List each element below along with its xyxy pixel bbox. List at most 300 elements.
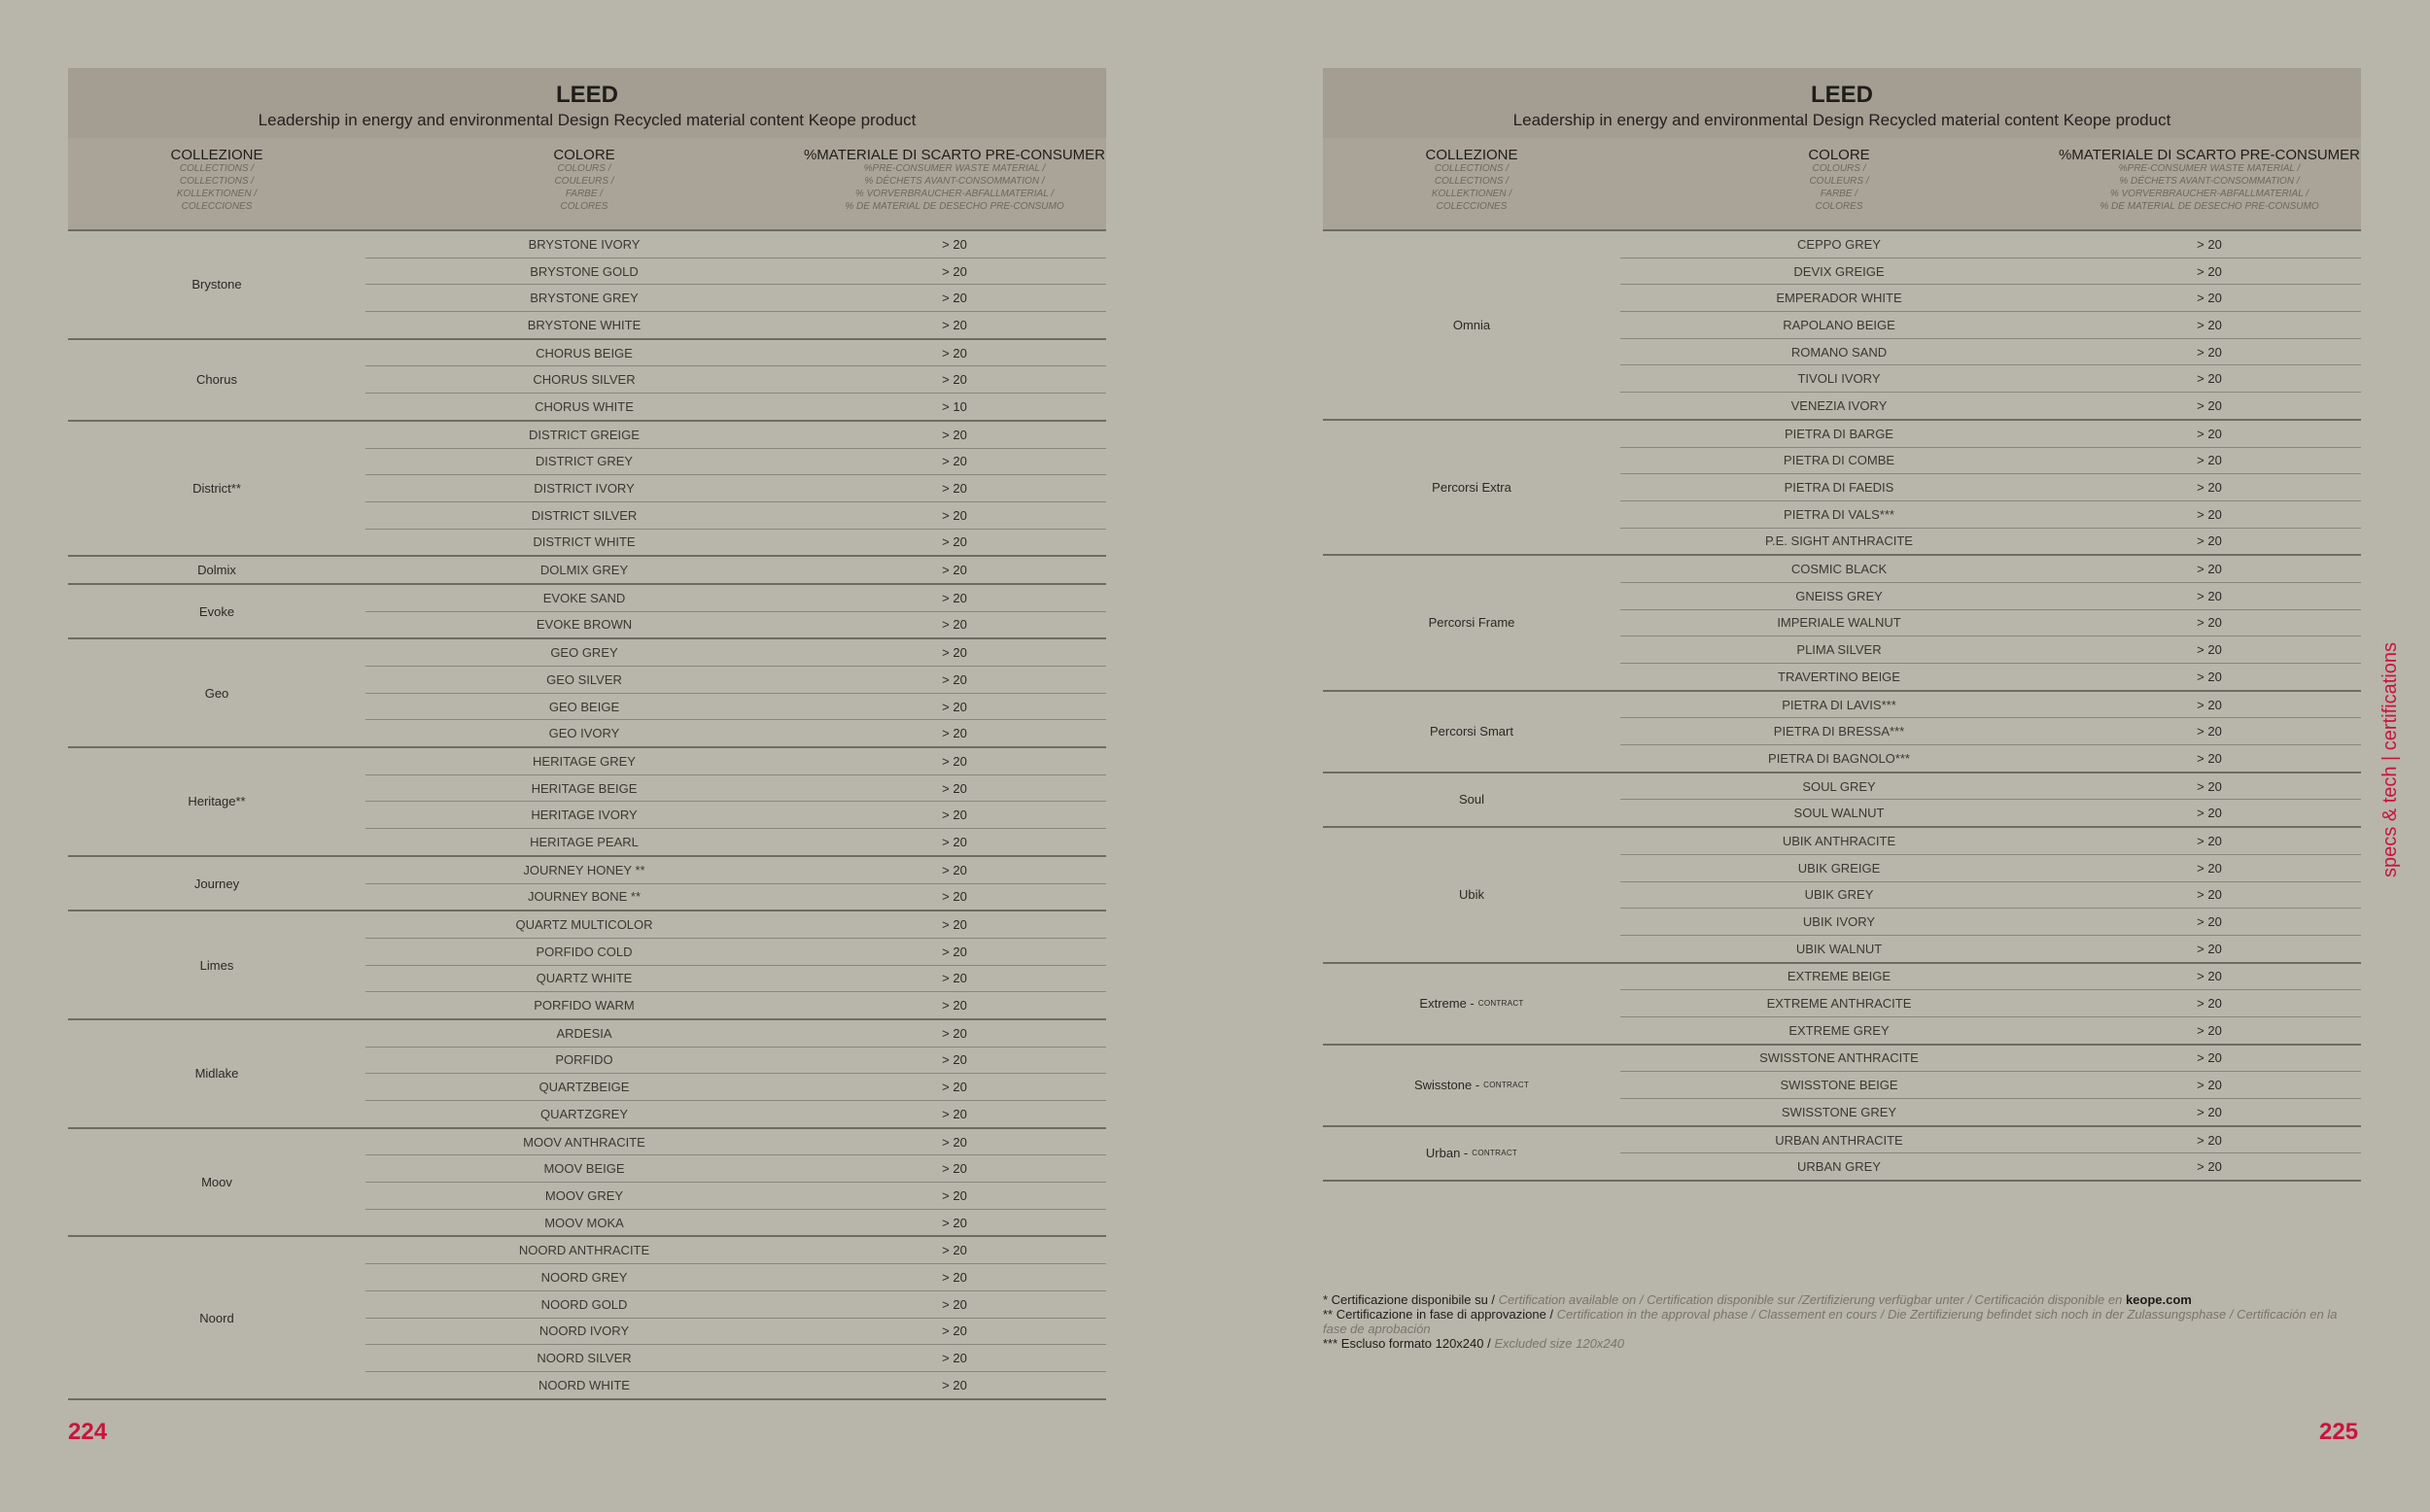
- table-row: [1620, 1071, 2361, 1098]
- color-cell: EXTREME BEIGE: [1787, 969, 1892, 984]
- material-cell: > 20: [942, 534, 967, 550]
- table-row: [1620, 311, 2361, 338]
- collection-name: Heritage**: [188, 794, 246, 809]
- page-number-right: 225: [2319, 1419, 2359, 1445]
- table-row: [365, 965, 1106, 992]
- table-row: [365, 991, 1106, 1018]
- material-cell: > 20: [2197, 263, 2222, 279]
- table-row: [1620, 663, 2361, 690]
- color-cell: EVOKE SAND: [542, 590, 626, 605]
- material-cell: > 20: [942, 454, 967, 469]
- material-cell: > 20: [2197, 1159, 2222, 1175]
- color-cell: EXTREME ANTHRACITE: [1766, 996, 1912, 1012]
- table-row: [365, 1154, 1106, 1182]
- table-title: LEED: [555, 82, 618, 108]
- material-cell: > 20: [942, 780, 967, 796]
- collection-group: [68, 340, 1106, 422]
- color-cell: BRYSTONE GREY: [530, 291, 639, 306]
- material-cell: > 20: [942, 671, 967, 687]
- table-row: [365, 911, 1106, 938]
- table-row: [365, 1100, 1106, 1127]
- table-row: [365, 801, 1106, 828]
- collection-name: Geo: [204, 685, 229, 701]
- table-row: [1620, 935, 2361, 962]
- color-cell: PORFIDO COLD: [536, 944, 633, 959]
- table-row: [1620, 364, 2361, 392]
- material-cell: > 20: [2197, 750, 2222, 766]
- material-cell: > 20: [2197, 941, 2222, 956]
- collection-name: Dolmix: [197, 563, 236, 578]
- color-cell: PLIMA SILVER: [1796, 642, 1882, 658]
- color-cell: JOURNEY BONE **: [527, 889, 642, 905]
- collection-group: [1323, 1127, 2361, 1182]
- table-row: [1620, 1152, 2361, 1180]
- material-cell: > 20: [942, 1323, 967, 1339]
- table-row: [1620, 717, 2361, 744]
- material-cell: > 20: [942, 808, 967, 823]
- collection-name: Extreme - CONTRACT: [1419, 996, 1524, 1012]
- collection-name: Urban - CONTRACT: [1425, 1146, 1518, 1161]
- material-cell: > 20: [2197, 506, 2222, 522]
- collection-group: [1323, 1046, 2361, 1127]
- material-cell: > 20: [942, 1106, 967, 1121]
- color-cell: UBIK IVORY: [1802, 914, 1876, 930]
- material-cell: > 20: [2197, 724, 2222, 739]
- color-cell: SOUL WALNUT: [1793, 806, 1885, 821]
- table-row: [1620, 556, 2361, 582]
- color-cell: DISTRICT GREY: [535, 454, 634, 469]
- column-material: %MATERIALE DI SCARTO PRE-CONSUMER %PRE-CONSUMER WASTE MATERIAL / % DÉCHETS AVANT-CONSOMMATION / % VORVERBRAUCHER-ABFALLMATERIAL / % DE MATERIAL DE DESECHO PRE-CONSUMO: [803, 147, 1106, 212]
- color-cell: PORFIDO: [555, 1052, 613, 1068]
- color-cell: QUARTZ WHITE: [536, 971, 633, 986]
- color-cell: COSMIC BLACK: [1790, 562, 1888, 577]
- color-cell: TIVOLI IVORY: [1797, 371, 1881, 387]
- table-row: [1620, 744, 2361, 772]
- table-row: [1620, 609, 2361, 636]
- material-cell: > 20: [942, 726, 967, 741]
- material-cell: > 20: [2197, 426, 2222, 441]
- material-cell: > 20: [2197, 344, 2222, 360]
- table-row: [1620, 284, 2361, 311]
- material-cell: > 20: [942, 291, 967, 306]
- collection-name: District**: [192, 481, 241, 497]
- table-row: [365, 448, 1106, 475]
- color-cell: PIETRA DI COMBE: [1783, 453, 1895, 468]
- color-cell: UBIK WALNUT: [1795, 941, 1883, 956]
- table-row: [365, 639, 1106, 666]
- column-color: COLORE COLOURS / COULEURS / FARBE / COLORES: [553, 147, 615, 212]
- material-cell: > 20: [942, 834, 967, 849]
- table-row: [1620, 828, 2361, 854]
- material-cell: > 20: [942, 427, 967, 442]
- collection-name: Noord: [199, 1310, 234, 1325]
- color-cell: JOURNEY HONEY **: [523, 862, 645, 877]
- material-cell: > 20: [2197, 317, 2222, 332]
- collection-name: Midlake: [194, 1066, 239, 1082]
- table-row: [365, 1344, 1106, 1371]
- color-cell: NOORD SILVER: [537, 1351, 632, 1366]
- material-cell: > 20: [942, 753, 967, 769]
- footnote-2: ** Certificazione in fase di approvazione / Certification in the approval phase / Classement en cours / Die Zertifizierung befindet sich noch in der Zulassungsphase / Certificación en la fase de aprobación: [1323, 1307, 2338, 1336]
- collection-group: [68, 585, 1106, 639]
- color-cell: GEO IVORY: [548, 726, 620, 741]
- table-row: [365, 611, 1106, 638]
- material-cell: > 20: [942, 1296, 967, 1312]
- color-cell: UBIK ANTHRACITE: [1782, 833, 1896, 848]
- material-cell: > 20: [2197, 533, 2222, 549]
- column-headers: [1323, 138, 2361, 231]
- material-cell: > 20: [2197, 697, 2222, 712]
- color-cell: SWISSTONE GREY: [1781, 1104, 1897, 1119]
- material-cell: > 20: [2197, 914, 2222, 930]
- color-cell: UBIK GREIGE: [1797, 860, 1881, 876]
- table-row: [365, 1263, 1106, 1290]
- collection-group: [68, 639, 1106, 748]
- table-row: [1620, 473, 2361, 500]
- material-cell: > 20: [942, 862, 967, 877]
- table-row: [1620, 773, 2361, 800]
- column-material: %MATERIALE DI SCARTO PRE-CONSUMER %PRE-CONSUMER WASTE MATERIAL / % DÉCHETS AVANT-CONSOMMATION / % VORVERBRAUCHER-ABFALLMATERIAL / % DE MATERIAL DE DESECHO PRE-CONSUMO: [2058, 147, 2361, 212]
- material-cell: > 20: [942, 481, 967, 497]
- table-row: [1620, 908, 2361, 935]
- table-row: [365, 284, 1106, 311]
- material-cell: > 20: [2197, 588, 2222, 603]
- collection-name: Brystone: [191, 277, 242, 292]
- table-row: [1620, 447, 2361, 474]
- material-cell: > 20: [942, 998, 967, 1014]
- color-cell: NOORD WHITE: [538, 1377, 630, 1392]
- color-cell: IMPERIALE WALNUT: [1777, 615, 1901, 631]
- table-title: LEED: [1810, 82, 1873, 108]
- color-cell: MOOV BEIGE: [543, 1161, 625, 1177]
- table-body-right: [1323, 231, 2361, 1182]
- table-row: [1620, 881, 2361, 909]
- material-cell: > 20: [942, 1377, 967, 1392]
- table-row: [1620, 231, 2361, 258]
- material-cell: > 20: [942, 645, 967, 661]
- column-collection: COLLEZIONE COLLECTIONS / COLLECTIONS / KOLLEKTIONEN / COLECCIONES: [170, 147, 263, 212]
- material-cell: > 20: [2197, 806, 2222, 821]
- right-page: [1323, 68, 2361, 1182]
- material-cell: > 20: [942, 263, 967, 279]
- table-row: [1620, 989, 2361, 1016]
- page-number-left: 224: [68, 1419, 108, 1445]
- table-row: [365, 1209, 1106, 1236]
- material-cell: > 20: [2197, 1050, 2222, 1066]
- left-page: [68, 68, 1106, 1400]
- material-cell: > 20: [942, 971, 967, 986]
- table-row: [365, 557, 1106, 583]
- collection-group: [68, 1129, 1106, 1238]
- color-cell: URBAN ANTHRACITE: [1775, 1132, 1903, 1148]
- collection-name: Limes: [199, 957, 234, 973]
- footnotes: [1323, 1292, 2353, 1351]
- material-cell: > 20: [2197, 453, 2222, 468]
- material-cell: > 20: [942, 507, 967, 523]
- collection-name: Ubik: [1458, 887, 1484, 903]
- collection-name: Soul: [1458, 792, 1485, 808]
- table-row: [1620, 421, 2361, 447]
- color-cell: SOUL GREY: [1802, 778, 1876, 794]
- color-cell: DEVIX GREIGE: [1793, 263, 1885, 279]
- material-cell: > 20: [2197, 996, 2222, 1012]
- collection-group: [1323, 421, 2361, 556]
- table-row: [365, 828, 1106, 855]
- collection-name: Chorus: [196, 372, 237, 388]
- color-cell: NOORD ANTHRACITE: [518, 1243, 650, 1258]
- color-cell: P.E. SIGHT ANTHRACITE: [1765, 533, 1913, 549]
- table-row: [365, 1047, 1106, 1074]
- table-body-left: [68, 231, 1106, 1400]
- color-cell: ARDESIA: [556, 1025, 612, 1041]
- color-cell: CEPPO GREY: [1797, 236, 1881, 252]
- color-cell: GNEISS GREY: [1795, 588, 1883, 603]
- material-cell: > 20: [942, 590, 967, 605]
- material-cell: > 20: [942, 345, 967, 361]
- table-header: [1323, 68, 2361, 138]
- table-row: [365, 938, 1106, 965]
- collection-name: Swisstone - CONTRACT: [1413, 1078, 1530, 1093]
- table-row: [365, 666, 1106, 693]
- color-cell: EVOKE BROWN: [536, 617, 633, 633]
- material-cell: > 20: [942, 236, 967, 252]
- color-cell: PIETRA DI BARGE: [1785, 426, 1893, 441]
- color-cell: PIETRA DI LAVIS***: [1782, 697, 1896, 712]
- color-cell: NOORD GOLD: [540, 1296, 628, 1312]
- material-cell: > 20: [942, 617, 967, 633]
- table-row: [1620, 258, 2361, 285]
- color-cell: GEO GREY: [550, 645, 618, 661]
- collection-name: Percorsi Frame: [1428, 615, 1515, 631]
- table-row: [365, 422, 1106, 448]
- color-cell: QUARTZBEIGE: [538, 1080, 630, 1095]
- collection-group: [68, 231, 1106, 340]
- material-cell: > 20: [2197, 642, 2222, 658]
- color-cell: GEO SILVER: [546, 671, 622, 687]
- table-row: [1620, 1046, 2361, 1072]
- color-cell: DISTRICT SILVER: [531, 507, 638, 523]
- collection-tag: CONTRACT: [1472, 1149, 1518, 1158]
- table-row: [1620, 338, 2361, 365]
- collection-name: Moov: [201, 1175, 232, 1190]
- material-cell: > 20: [942, 1080, 967, 1095]
- table-row: [1620, 692, 2361, 718]
- table-row: [365, 1020, 1106, 1047]
- collection-name: Evoke: [198, 603, 235, 619]
- material-cell: > 20: [2197, 1022, 2222, 1038]
- table-row: [1620, 854, 2361, 881]
- table-row: [1620, 582, 2361, 609]
- color-cell: HERITAGE IVORY: [531, 808, 638, 823]
- color-cell: PIETRA DI FAEDIS: [1784, 480, 1894, 496]
- color-cell: BRYSTONE GOLD: [530, 263, 639, 279]
- collection-name: Journey: [193, 876, 240, 891]
- color-cell: PORFIDO WARM: [534, 998, 635, 1014]
- material-cell: > 20: [2197, 371, 2222, 387]
- material-cell: > 20: [2197, 969, 2222, 984]
- material-cell: > 20: [2197, 860, 2222, 876]
- material-cell: > 20: [942, 372, 967, 388]
- table-row: [1620, 636, 2361, 663]
- material-cell: > 20: [2197, 887, 2222, 903]
- material-cell: > 20: [942, 1161, 967, 1177]
- material-cell: > 20: [2197, 833, 2222, 848]
- table-row: [1620, 392, 2361, 419]
- table-row: [365, 585, 1106, 611]
- material-cell: > 20: [942, 1134, 967, 1150]
- color-cell: CHORUS WHITE: [535, 398, 634, 414]
- color-cell: NOORD IVORY: [538, 1323, 630, 1339]
- collection-tag: CONTRACT: [1477, 999, 1524, 1009]
- table-row: [365, 883, 1106, 911]
- table-row: [365, 1237, 1106, 1263]
- material-cell: > 20: [942, 1269, 967, 1285]
- color-cell: SWISSTONE BEIGE: [1780, 1078, 1898, 1093]
- color-cell: QUARTZGREY: [539, 1106, 629, 1121]
- color-cell: TRAVERTINO BEIGE: [1778, 669, 1900, 684]
- color-cell: MOOV MOKA: [544, 1215, 624, 1230]
- material-cell: > 20: [2197, 1132, 2222, 1148]
- table-row: [365, 1073, 1106, 1100]
- collection-group: [1323, 964, 2361, 1046]
- collection-group: [1323, 692, 2361, 773]
- table-row: [1620, 528, 2361, 555]
- material-cell: > 20: [2197, 480, 2222, 496]
- material-cell: > 20: [2197, 1104, 2222, 1119]
- material-cell: > 20: [942, 699, 967, 714]
- table-row: [365, 1371, 1106, 1398]
- material-cell: > 20: [942, 317, 967, 332]
- material-cell: > 20: [2197, 778, 2222, 794]
- table-row: [365, 1290, 1106, 1318]
- table-row: [365, 857, 1106, 883]
- table-row: [365, 231, 1106, 258]
- table-row: [365, 474, 1106, 501]
- collection-group: [68, 557, 1106, 585]
- material-cell: > 20: [942, 563, 967, 578]
- table-row: [365, 501, 1106, 529]
- collection-group: [1323, 231, 2361, 421]
- table-row: [365, 258, 1106, 285]
- table-row: [365, 693, 1106, 720]
- table-row: [365, 1129, 1106, 1155]
- keope-link[interactable]: keope.com: [2125, 1292, 2192, 1307]
- table-row: [1620, 500, 2361, 528]
- color-cell: VENEZIA IVORY: [1790, 397, 1888, 413]
- material-cell: > 20: [2197, 615, 2222, 631]
- material-cell: > 20: [942, 1052, 967, 1068]
- color-cell: QUARTZ MULTICOLOR: [515, 917, 653, 933]
- table-row: [365, 365, 1106, 393]
- collection-group: [1323, 773, 2361, 828]
- table-row: [1620, 1098, 2361, 1125]
- color-cell: HERITAGE PEARL: [530, 834, 639, 849]
- collection-group: [68, 1237, 1106, 1399]
- column-collection: COLLEZIONE COLLECTIONS / COLLECTIONS / KOLLEKTIONEN / COLECCIONES: [1425, 147, 1518, 212]
- table-row: [365, 1182, 1106, 1209]
- collection-name: Percorsi Extra: [1432, 480, 1511, 496]
- material-cell: > 20: [942, 944, 967, 959]
- collection-tag: CONTRACT: [1483, 1081, 1530, 1090]
- color-cell: EMPERADOR WHITE: [1776, 291, 1902, 306]
- table-row: [365, 529, 1106, 556]
- color-cell: URBAN GREY: [1797, 1159, 1881, 1175]
- color-cell: CHORUS SILVER: [533, 372, 636, 388]
- collection-group: [1323, 556, 2361, 691]
- material-cell: > 20: [2197, 397, 2222, 413]
- material-cell: > 20: [2197, 291, 2222, 306]
- color-cell: RAPOLANO BEIGE: [1783, 317, 1895, 332]
- color-cell: GEO BEIGE: [548, 699, 620, 714]
- material-cell: > 20: [942, 1025, 967, 1041]
- color-cell: BRYSTONE IVORY: [528, 236, 641, 252]
- table-row: [365, 311, 1106, 338]
- color-cell: PIETRA DI BAGNOLO***: [1768, 750, 1910, 766]
- column-color: COLORE COLOURS / COULEURS / FARBE / COLORES: [1808, 147, 1870, 212]
- material-cell: > 20: [942, 1351, 967, 1366]
- table-header: [68, 68, 1106, 138]
- color-cell: DISTRICT WHITE: [533, 534, 636, 550]
- collection-name: Percorsi Smart: [1430, 724, 1513, 739]
- material-cell: > 20: [942, 1243, 967, 1258]
- table-row: [365, 719, 1106, 746]
- material-cell: > 20: [942, 917, 967, 933]
- collection-name: Omnia: [1452, 317, 1491, 332]
- collection-group: [68, 748, 1106, 857]
- footnote-3: *** Escluso formato 120x240 / Excluded size 120x240: [1323, 1336, 1625, 1351]
- material-cell: > 20: [2197, 236, 2222, 252]
- material-cell: > 20: [942, 1215, 967, 1230]
- table-row: [365, 774, 1106, 802]
- material-cell: > 10: [942, 398, 967, 414]
- collection-group: [68, 422, 1106, 557]
- color-cell: BRYSTONE WHITE: [527, 317, 642, 332]
- material-cell: > 20: [942, 1187, 967, 1203]
- table-row: [1620, 1016, 2361, 1044]
- table-row: [1620, 964, 2361, 990]
- color-cell: NOORD GREY: [540, 1269, 628, 1285]
- table-subtitle: Leadership in energy and environmental Design Recycled material content Keope product: [1512, 111, 2171, 129]
- material-cell: > 20: [2197, 669, 2222, 684]
- color-cell: HERITAGE GREY: [533, 753, 636, 769]
- table-subtitle: Leadership in energy and environmental Design Recycled material content Keope product: [258, 111, 917, 129]
- color-cell: MOOV ANTHRACITE: [523, 1134, 645, 1150]
- color-cell: HERITAGE BEIGE: [531, 780, 638, 796]
- color-cell: MOOV GREY: [544, 1187, 624, 1203]
- collection-group: [68, 1020, 1106, 1129]
- color-cell: DISTRICT GREIGE: [529, 427, 640, 442]
- table-row: [1620, 799, 2361, 826]
- color-cell: DISTRICT IVORY: [534, 481, 635, 497]
- collection-group: [68, 857, 1106, 911]
- table-row: [365, 340, 1106, 366]
- color-cell: ROMANO SAND: [1790, 344, 1888, 360]
- material-cell: > 20: [2197, 1078, 2222, 1093]
- material-cell: > 20: [2197, 562, 2222, 577]
- collection-group: [68, 911, 1106, 1020]
- color-cell: SWISSTONE ANTHRACITE: [1759, 1050, 1919, 1066]
- color-cell: PIETRA DI VALS***: [1784, 506, 1894, 522]
- color-cell: DOLMIX GREY: [539, 563, 629, 578]
- column-headers: [68, 138, 1106, 231]
- material-cell: > 20: [942, 889, 967, 905]
- footnote-1: * Certificazione disponibile su / Certification available on / Certification disponible sur /Zertifizierung verfügbar unter / Certificación disponible en keope.com: [1323, 1292, 2192, 1307]
- color-cell: EXTREME GREY: [1788, 1022, 1890, 1038]
- table-row: [365, 393, 1106, 420]
- collection-group: [1323, 828, 2361, 963]
- color-cell: CHORUS BEIGE: [536, 345, 633, 361]
- section-side-label: specs & tech | certifications: [2379, 642, 2401, 877]
